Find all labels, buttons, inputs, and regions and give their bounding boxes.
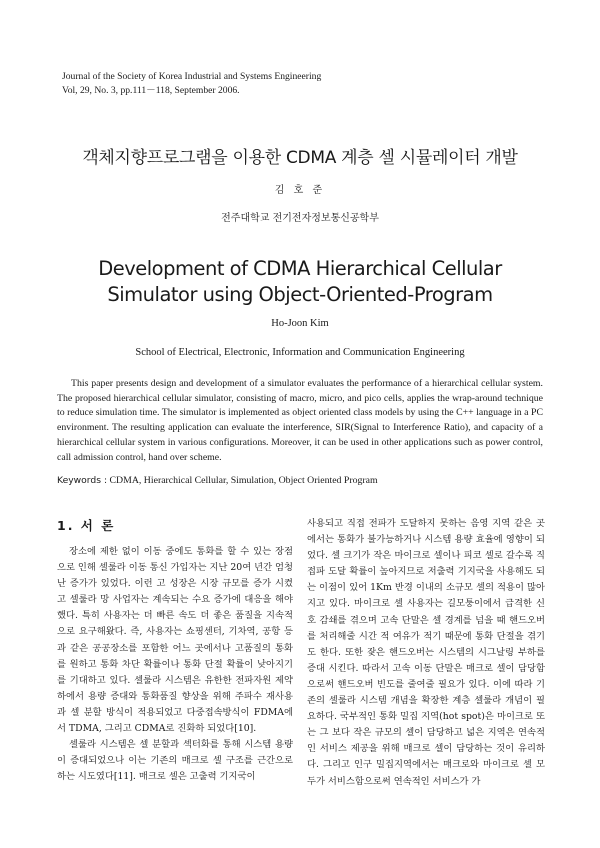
keywords	[57, 475, 547, 486]
author-english: Ho-Joon Kim	[271, 318, 329, 329]
affiliation-korean: 전주대학교 전기전자정보통신공학부	[221, 213, 379, 224]
body-column-left	[57, 544, 293, 785]
paragraph: 장소에 제한 없이 이동 중에도 통화를 할 수 있는 장점으로 인해 셀룰라 이동 통신 가입자는 지난 20여 년간 엄청난 증가가 있었다. 이런 고 성장은 시장 규모를 증가 시켰고 셀룰라 망 사업자는 계속되는 수요 증가에 대응을 해야 했다. 특히 사용자는 더 빠른 속도 더 좋은 품질을 지속적으로 요구해왔다. 즉, 사용자는 쇼핑센터, 기차역, 공항 등과 같은 공공장소를 포함한 어느 곳에서나 고품질의 통화를 원하고 통화 차단 확률이나 통화 단절 확률이 낮아지기를 기대하고 있다. 셀룰라 시스템은 유한한 전파자원 제약 하에서 용량 증대와 통화품질 향상을 위해 주파수 재사용과 셀 분할 방식이 적용되었고 다중접속방식이 FDMA에서 TDMA, 그리고 CDMA로 진화하 되었다[10].	[57, 546, 294, 735]
title-english-line2: Simulator using Object-Oriented-Program	[107, 283, 493, 306]
section-heading: 1. 서 론	[57, 518, 116, 533]
abstract: This paper presents design and development of a simulator evaluates the performance of a hierarchical cellular system. The proposed hierarchical cellular simulator, consisting of macro, micro, and pico cells, applies the wrap-around technique to reduce simulation time. The simulator is implemented as object oriented class models by using the C++ language in a PC environment. The resulting application can evaluate the interference, SIR(Signal to Interference Ratio), and capacity of a hierarchical cellular system in various configurations. Moreover, it can be used in other applications such as power control, call admission control, hand over scheme.	[57, 378, 543, 463]
journal-info	[62, 70, 321, 98]
journal-name: Journal of the Society of Korea Industrial and Systems Engineering	[62, 71, 322, 82]
title-english	[0, 256, 600, 308]
paragraph: 셀룰라 시스템은 셀 분할과 섹터화를 통해 시스템 용량이 증대되었으나 이는 기존의 매크로 셀 구조를 근간으로 하는 시도였다[11]. 매크로 셀은 고출력 기지국이	[57, 739, 293, 783]
paragraph: 사용되고 직접 전파가 도달하지 못하는 음영 지역 같은 곳에서는 통화가 불가능하거나 시스템 용량 효율에 영향이 되었다. 셀 크기가 작은 마이크로 셀이나 피코 셀로 갈수록 직접파 도달 확률이 높아지므로 저출력 기지국을 사용해도 되는 이점이 있어 1Km 반경 이내의 소규모 셀의 적용이 많아지고 있다. 마이크로 셀 사용자는 길모퉁이에서 급격한 신호 감쇄를 겪으며 고속 단말은 셀 경계를 넘을 때 핸드오버를 처리해줄 시간 적 여유가 적기 때문에 통화 단절을 겪기도 한다. 또한 잦은 핸드오버는 시스템의 시그날링 부하를 증대 시킨다. 따라서 고속 이동 단말은 매크로 셀이 담당함으로써 핸드오버 빈도를 줄여줄 필요가 있다. 이에 따라 기존의 셀룰라 시스템 개념을 확장한 계층 셀룰라 개념이 필요하다. 국부적인 통화 밀집 지역(hot spot)은 마이크로 또는 그 보다 작은 규모의 셀이 담당하고 넓은 지역은 연속적인 서비스 제공을 위해 매크로 셀이 담당하는 것이 유리하다. 그리고 인구 밀집지역에서는 매크로와 마이크로 셀 모두가 서비스함으로써 연속적인 서비스가 가	[307, 518, 545, 787]
title-korean: 객체지향프로그램을 이용한 CDMA 계층 셀 시뮬레이터 개발	[82, 148, 518, 168]
keywords-label: Keywords :	[57, 475, 108, 486]
title-english-line1: Development of CDMA Hierarchical Cellular	[98, 257, 502, 280]
author-korean: 김 호 준	[274, 185, 326, 196]
keywords-text: CDMA, Hierarchical Cellular, Simulation, Object Oriented Program	[109, 475, 378, 486]
body-column-right	[307, 516, 545, 790]
journal-volume: Vol, 29, No. 3, pp.111－118, September 2006.	[62, 85, 240, 96]
affiliation-english: School of Electrical, Electronic, Information and Communication Engineering	[135, 347, 465, 358]
